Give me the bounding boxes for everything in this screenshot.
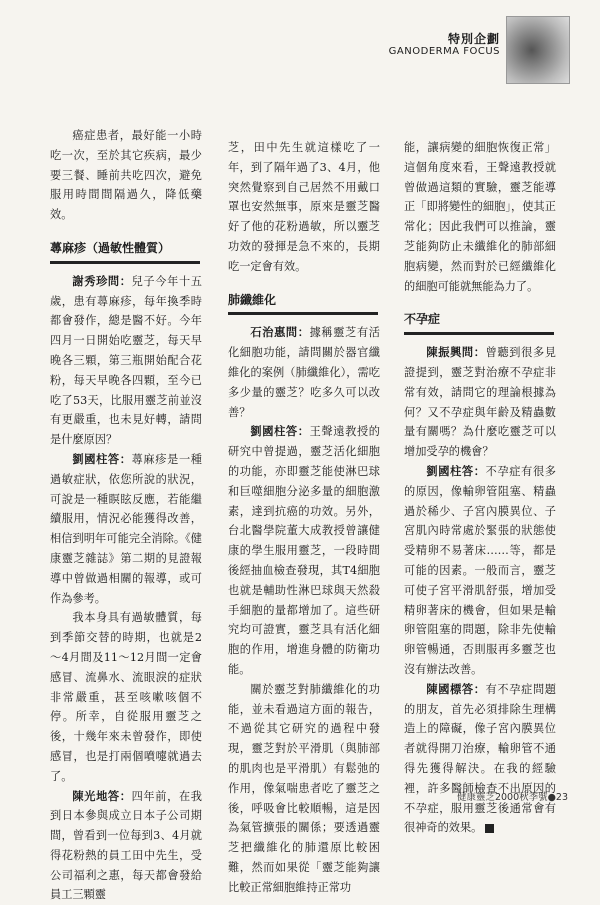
paragraph: 關於靈芝對肺纖維化的功能，並未看過這方面的報告，不過從其它研究的過程中發現，靈芝對於平滑肌（與肺部的肌肉也是平滑肌）有鬆弛的作用，像氣喘患者吃了靈芝之後，呼吸會比較順暢，這是因為氣管擴張的關係；要透過靈芝把纖維化的肺還原比較困難，然而如果從「靈芝能夠讓比較正常細胞維持正常功 bbox=[228, 680, 380, 898]
asker-name: 石治惠問： bbox=[250, 326, 309, 339]
answer: 劉國柱答：蕁麻疹是一種過敏症狀，依您所說的狀況，可說是一種瞑眩反應，若能繼續服用，情況必能獲得改善，相信到明年可能完全消除。《健康靈芝雜誌》第二期的見證報導中曾做過相關的報導，或可作為參考。 bbox=[50, 450, 202, 608]
answerer-name: 劉國柱答： bbox=[426, 465, 485, 478]
section-title: 特別企劃 bbox=[448, 30, 500, 47]
section-heading-pulmonary-fibrosis: 肺纖維化 bbox=[228, 291, 378, 316]
answerer-name: 陳國標答： bbox=[426, 683, 485, 696]
answerer-name: 劉國柱答： bbox=[250, 425, 309, 438]
answer: 劉國柱答：不孕症有很多的原因，像輸卵管阻塞、精蟲過於稀少、子宮內膜異位、子宮肌內時常處於緊張的狀態使受精卵不易著床……等，都是可能的因素。一般而言，靈芝可使子宮平滑肌舒張，增加受精卵著床的機會，但如果是輸卵管阻塞的問題，除非先使輸卵管暢通，否則服再多靈芝也沒有辦法改善。 bbox=[404, 462, 556, 680]
asker-name: 謝秀珍問： bbox=[72, 275, 131, 288]
answerer-name: 陳光地答： bbox=[72, 790, 131, 803]
page-footer: 健康靈芝2000秋季號●23 bbox=[457, 789, 568, 803]
paragraph: 芝，田中先生就這樣吃了一年，到了隔年過了3、4月，他突然覺察到自己居然不用戴口罩也安然無事，原來是靈芝醫好了他的花粉過敏，所以靈芝功效的發揮是急不來的，長期吃一定會有效。 bbox=[228, 138, 380, 277]
asker-name: 陳振興問： bbox=[426, 346, 485, 359]
paragraph: 我本身具有過敏體質，每到季節交替的時期，也就是2～4月間及11～12月間一定會感冒、流鼻水、流眼淚的症狀非常嚴重，甚至咳嗽咳個不停。所幸，自從服用靈芝之後，十幾年來未曾發作，即使感冒，也是打兩個噴嚏就過去了。 bbox=[50, 608, 202, 786]
answerer-name: 劉國柱答： bbox=[72, 453, 131, 466]
column-1 bbox=[50, 126, 202, 905]
paragraph: 能，讓病變的細胞恢復正常」這個角度來看，王聲遠教授就曾做過這類的實驗，靈芝能導正「即將變性的細胞」，使其正常化；因此我們可以推論，靈芝能夠防止未纖維化的肺部細胞病變，然而對於已經纖維化的細胞可能就無能為力了。 bbox=[404, 138, 556, 296]
section-subtitle: GANODERMA FOCUS bbox=[389, 46, 500, 57]
page-header bbox=[380, 30, 570, 70]
answer: 陳國標答：有不孕症問題的朋友，首先必須排除生理構造上的障礙，像子宮內膜異位者就得開刀治療，輸卵管不通得先獲得解決。在我的經驗裡，許多醫師檢查不出原因的不孕症，服用靈芝後通常會有很神奇的效果。 bbox=[404, 680, 556, 838]
question: 石治惠問：據稱靈芝有活化細胞功能，請問關於器官纖維化的案例（肺纖維化），需吃多少量的靈芝？吃多久可以改善？ bbox=[228, 323, 380, 422]
column-3 bbox=[404, 138, 556, 838]
question: 謝秀珍問：兒子今年十五歲，患有蕁麻疹，每年換季時都會發作，總是醫不好。今年四月一日開始吃靈芝，每天早晚各三顆，第三瓶開始配合花粉，每天早晚各四顆，至今已吃了53天，比服用靈芝前並沒有更嚴重，也未見好轉，請問是什麼原因？ bbox=[50, 272, 202, 450]
answer: 陳光地答：四年前，在我到日本參與成立日本子公司期間，曾看到一位每到3、4月就得花粉熱的員工田中先生，受公司福利之惠，每天都會發給員工三顆靈 bbox=[50, 787, 202, 905]
section-heading-urticaria: 蕁麻疹（過敏性體質） bbox=[50, 239, 200, 264]
column-2 bbox=[228, 138, 380, 897]
end-mark bbox=[485, 824, 494, 833]
section-heading-infertility: 不孕症 bbox=[404, 310, 554, 335]
paragraph: 癌症患者，最好能一小時吃一次，至於其它疾病，最少要三餐、睡前共吃四次，避免服用時間間隔過久，降低藥效。 bbox=[50, 126, 202, 225]
ganoderma-photo bbox=[506, 16, 570, 84]
question: 陳振興問：曾聽到很多見證提到，靈芝對治療不孕症非常有效，請問它的理論根據為何？又不孕症與年齡及精蟲數量有關嗎？為什麼吃靈芝可以增加受孕的機會？ bbox=[404, 343, 556, 462]
answer: 劉國柱答：王聲遠教授的研究中曾提過，靈芝活化細胞的功能，亦即靈芝能使淋巴球和巨噬細胞分泌多量的細胞激素，達到抗癌的功效。另外，台北醫學院董大成教授曾讓健康的學生服用靈芝，一段時間後經抽血檢查發現，其T4細胞也就是輔助性淋巴球與天然殺手細胞的量都增加了。這些研究均可證實，靈芝具有活化細胞的作用，增進身體的防衛功能。 bbox=[228, 422, 380, 679]
